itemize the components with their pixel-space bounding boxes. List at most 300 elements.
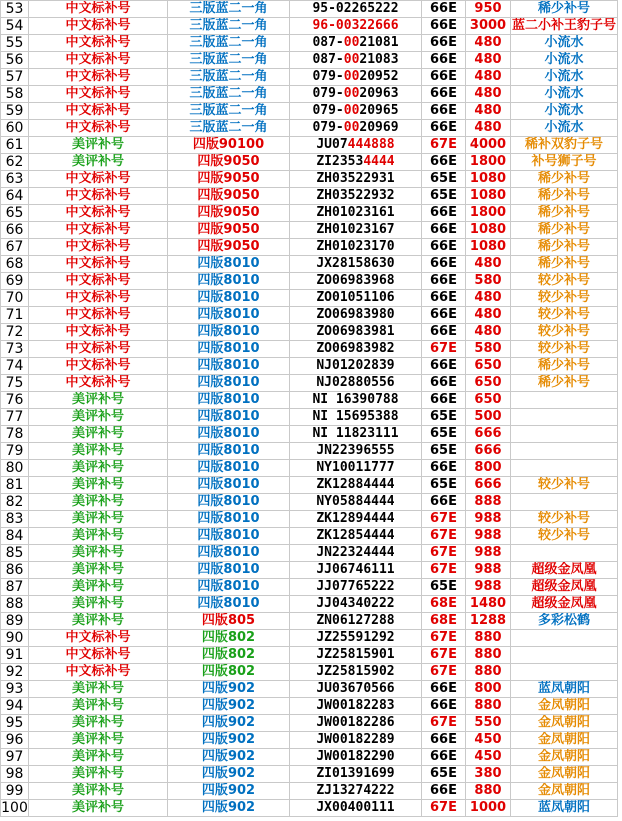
price-cell[interactable]: 500 [466,409,511,426]
type-cell[interactable]: 美评补号 [29,613,168,630]
type-cell[interactable]: 中文标补号 [29,290,168,307]
row-number-cell[interactable]: 69 [1,273,29,290]
row-number-cell[interactable]: 92 [1,664,29,681]
price-cell[interactable]: 880 [466,783,511,800]
note-cell[interactable]: 较少补号 [511,290,618,307]
serial-cell[interactable] [290,749,422,766]
note-cell[interactable]: 小流水 [511,103,618,120]
version-cell[interactable] [168,120,290,137]
type-cell[interactable]: 美评补号 [29,545,168,562]
note-cell[interactable]: 较少补号 [511,528,618,545]
type-cell[interactable]: 美评补号 [29,766,168,783]
price-cell[interactable]: 880 [466,698,511,715]
serial-cell[interactable] [290,137,422,154]
version-cell[interactable] [168,477,290,494]
type-cell[interactable]: 中文标补号 [29,205,168,222]
note-cell[interactable]: 多彩松鹤 [511,613,618,630]
row-number-cell[interactable]: 67 [1,239,29,256]
version-cell[interactable] [168,579,290,596]
edition-cell[interactable]: 65E [422,579,466,596]
price-cell[interactable]: 880 [466,630,511,647]
price-cell[interactable]: 480 [466,290,511,307]
price-cell[interactable]: 888 [466,494,511,511]
type-cell[interactable]: 美评补号 [29,800,168,817]
row-number-cell[interactable]: 89 [1,613,29,630]
note-cell[interactable]: 较少补号 [511,307,618,324]
serial-cell[interactable] [290,783,422,800]
price-cell[interactable]: 480 [466,103,511,120]
serial-cell[interactable] [290,766,422,783]
row-number-cell[interactable]: 59 [1,103,29,120]
type-cell[interactable]: 美评补号 [29,494,168,511]
price-cell[interactable]: 1080 [466,171,511,188]
version-cell[interactable] [168,664,290,681]
serial-cell[interactable] [290,103,422,120]
version-cell[interactable] [168,460,290,477]
serial-cell[interactable] [290,409,422,426]
note-cell[interactable] [511,409,618,426]
type-cell[interactable]: 美评补号 [29,528,168,545]
note-cell[interactable]: 金凤朝阳 [511,698,618,715]
edition-cell[interactable]: 66E [422,239,466,256]
version-cell[interactable] [168,205,290,222]
version-cell[interactable] [168,137,290,154]
edition-cell[interactable]: 66E [422,494,466,511]
version-cell[interactable] [168,154,290,171]
note-cell[interactable]: 较少补号 [511,273,618,290]
edition-cell[interactable]: 66E [422,732,466,749]
edition-cell[interactable]: 67E [422,647,466,664]
edition-cell[interactable]: 67E [422,137,466,154]
price-cell[interactable]: 800 [466,460,511,477]
price-cell[interactable]: 988 [466,528,511,545]
edition-cell[interactable]: 65E [422,188,466,205]
price-cell[interactable]: 1288 [466,613,511,630]
edition-cell[interactable]: 66E [422,681,466,698]
note-cell[interactable]: 蓝凤朝阳 [511,681,618,698]
version-cell[interactable] [168,1,290,18]
note-cell[interactable]: 稀少补号 [511,1,618,18]
edition-cell[interactable]: 66E [422,375,466,392]
price-cell[interactable]: 1480 [466,596,511,613]
note-cell[interactable]: 稀少补号 [511,205,618,222]
price-cell[interactable]: 4000 [466,137,511,154]
price-cell[interactable]: 988 [466,511,511,528]
row-number-cell[interactable]: 77 [1,409,29,426]
version-cell[interactable] [168,562,290,579]
price-cell[interactable]: 666 [466,477,511,494]
type-cell[interactable]: 美评补号 [29,154,168,171]
version-cell[interactable] [168,800,290,817]
edition-cell[interactable]: 66E [422,103,466,120]
note-cell[interactable]: 稀少补号 [511,358,618,375]
edition-cell[interactable]: 67E [422,341,466,358]
version-cell[interactable] [168,188,290,205]
type-cell[interactable]: 中文标补号 [29,324,168,341]
serial-cell[interactable] [290,460,422,477]
row-number-cell[interactable]: 71 [1,307,29,324]
note-cell[interactable] [511,647,618,664]
type-cell[interactable]: 中文标补号 [29,171,168,188]
type-cell[interactable]: 美评补号 [29,460,168,477]
edition-cell[interactable]: 65E [422,766,466,783]
edition-cell[interactable]: 66E [422,273,466,290]
serial-cell[interactable] [290,256,422,273]
version-cell[interactable] [168,69,290,86]
edition-cell[interactable]: 66E [422,35,466,52]
type-cell[interactable]: 中文标补号 [29,120,168,137]
price-cell[interactable]: 480 [466,86,511,103]
price-cell[interactable]: 880 [466,647,511,664]
type-cell[interactable]: 美评补号 [29,596,168,613]
note-cell[interactable]: 金凤朝阳 [511,732,618,749]
row-number-cell[interactable]: 76 [1,392,29,409]
type-cell[interactable]: 中文标补号 [29,69,168,86]
serial-cell[interactable] [290,171,422,188]
edition-cell[interactable]: 66E [422,86,466,103]
edition-cell[interactable]: 66E [422,205,466,222]
edition-cell[interactable]: 66E [422,154,466,171]
edition-cell[interactable]: 66E [422,698,466,715]
version-cell[interactable] [168,375,290,392]
version-cell[interactable] [168,545,290,562]
price-cell[interactable]: 650 [466,375,511,392]
note-cell[interactable]: 小流水 [511,35,618,52]
row-number-cell[interactable]: 61 [1,137,29,154]
row-number-cell[interactable]: 79 [1,443,29,460]
note-cell[interactable]: 稀少补号 [511,239,618,256]
version-cell[interactable] [168,409,290,426]
edition-cell[interactable]: 68E [422,613,466,630]
version-cell[interactable] [168,681,290,698]
row-number-cell[interactable]: 64 [1,188,29,205]
price-cell[interactable]: 480 [466,324,511,341]
note-cell[interactable]: 蓝二小补王豹子号 [511,18,616,33]
serial-cell[interactable] [290,358,422,375]
row-number-cell[interactable]: 63 [1,171,29,188]
price-cell[interactable]: 450 [466,732,511,749]
serial-cell[interactable] [290,630,422,647]
edition-cell[interactable]: 66E [422,324,466,341]
edition-cell[interactable]: 67E [422,800,466,817]
price-cell[interactable]: 580 [466,273,511,290]
type-cell[interactable]: 中文标补号 [29,647,168,664]
edition-cell[interactable]: 67E [422,511,466,528]
type-cell[interactable]: 中文标补号 [29,375,168,392]
serial-cell[interactable] [290,273,422,290]
price-cell[interactable]: 1800 [466,154,511,171]
price-cell[interactable]: 1000 [466,800,511,817]
row-number-cell[interactable]: 94 [1,698,29,715]
note-cell[interactable]: 较少补号 [511,341,618,358]
type-cell[interactable]: 美评补号 [29,698,168,715]
note-cell[interactable]: 稀少补号 [511,222,618,239]
row-number-cell[interactable]: 90 [1,630,29,647]
version-cell[interactable] [168,783,290,800]
version-cell[interactable] [168,307,290,324]
version-cell[interactable] [168,494,290,511]
type-cell[interactable]: 美评补号 [29,732,168,749]
version-cell[interactable] [168,749,290,766]
serial-cell[interactable] [290,18,422,35]
type-cell[interactable]: 中文标补号 [29,273,168,290]
edition-cell[interactable]: 66E [422,256,466,273]
type-cell[interactable]: 美评补号 [29,443,168,460]
price-cell[interactable]: 480 [466,256,511,273]
price-cell[interactable]: 380 [466,766,511,783]
type-cell[interactable]: 美评补号 [29,477,168,494]
note-cell[interactable]: 稀少补号 [511,256,618,273]
edition-cell[interactable]: 65E [422,477,466,494]
version-cell[interactable] [168,324,290,341]
type-cell[interactable]: 中文标补号 [29,358,168,375]
price-cell[interactable]: 480 [466,120,511,137]
edition-cell[interactable]: 66E [422,120,466,137]
price-cell[interactable]: 666 [466,426,511,443]
type-cell[interactable]: 中文标补号 [29,86,168,103]
row-number-cell[interactable]: 58 [1,86,29,103]
edition-cell[interactable]: 67E [422,562,466,579]
price-cell[interactable]: 950 [466,1,511,18]
type-cell[interactable]: 美评补号 [29,783,168,800]
type-cell[interactable]: 美评补号 [29,426,168,443]
serial-cell[interactable] [290,664,422,681]
note-cell[interactable]: 补号狮子号 [511,154,618,171]
version-cell[interactable] [168,273,290,290]
serial-cell[interactable] [290,511,422,528]
version-cell[interactable] [168,341,290,358]
note-cell[interactable]: 小流水 [511,120,618,137]
version-cell[interactable] [168,528,290,545]
serial-cell[interactable] [290,613,422,630]
row-number-cell[interactable]: 54 [1,18,29,35]
version-cell[interactable] [168,239,290,256]
edition-cell[interactable]: 66E [422,290,466,307]
edition-cell[interactable]: 66E [422,749,466,766]
version-cell[interactable] [168,358,290,375]
version-cell[interactable] [168,290,290,307]
serial-cell[interactable] [290,52,422,69]
version-cell[interactable] [168,392,290,409]
row-number-cell[interactable]: 60 [1,120,29,137]
row-number-cell[interactable]: 85 [1,545,29,562]
serial-cell[interactable] [290,698,422,715]
price-cell[interactable]: 580 [466,341,511,358]
edition-cell[interactable]: 67E [422,715,466,732]
serial-cell[interactable] [290,494,422,511]
type-cell[interactable]: 美评补号 [29,579,168,596]
row-number-cell[interactable]: 88 [1,596,29,613]
row-number-cell[interactable]: 72 [1,324,29,341]
serial-cell[interactable] [290,120,422,137]
row-number-cell[interactable]: 68 [1,256,29,273]
type-cell[interactable]: 中文标补号 [29,1,168,18]
type-cell[interactable]: 中文标补号 [29,52,168,69]
price-cell[interactable]: 666 [466,443,511,460]
note-cell[interactable] [511,664,618,681]
edition-cell[interactable]: 66E [422,52,466,69]
edition-cell[interactable]: 66E [422,358,466,375]
edition-cell[interactable]: 68E [422,596,466,613]
price-cell[interactable]: 988 [466,579,511,596]
type-cell[interactable]: 美评补号 [29,681,168,698]
type-cell[interactable]: 中文标补号 [29,35,168,52]
price-cell[interactable]: 480 [466,35,511,52]
type-cell[interactable]: 中文标补号 [29,664,168,681]
edition-cell[interactable]: 66E [422,69,466,86]
row-number-cell[interactable]: 55 [1,35,29,52]
version-cell[interactable] [168,35,290,52]
row-number-cell[interactable]: 83 [1,511,29,528]
price-cell[interactable]: 800 [466,681,511,698]
version-cell[interactable] [168,18,290,35]
edition-cell[interactable]: 65E [422,171,466,188]
row-number-cell[interactable]: 93 [1,681,29,698]
serial-cell[interactable] [290,732,422,749]
note-cell[interactable] [511,392,618,409]
row-number-cell[interactable]: 57 [1,69,29,86]
price-cell[interactable]: 480 [466,52,511,69]
row-number-cell[interactable]: 98 [1,766,29,783]
serial-cell[interactable] [290,290,422,307]
serial-cell[interactable] [290,86,422,103]
version-cell[interactable] [168,222,290,239]
note-cell[interactable]: 稀少补号 [511,171,618,188]
note-cell[interactable]: 超级金凤凰 [511,579,618,596]
edition-cell[interactable]: 65E [422,426,466,443]
note-cell[interactable] [511,443,618,460]
edition-cell[interactable]: 67E [422,664,466,681]
version-cell[interactable] [168,613,290,630]
serial-cell[interactable] [290,375,422,392]
serial-cell[interactable] [290,562,422,579]
version-cell[interactable] [168,443,290,460]
row-number-cell[interactable]: 70 [1,290,29,307]
edition-cell[interactable]: 65E [422,443,466,460]
serial-cell[interactable] [290,341,422,358]
row-number-cell[interactable]: 73 [1,341,29,358]
row-number-cell[interactable]: 75 [1,375,29,392]
serial-cell[interactable] [290,528,422,545]
note-cell[interactable]: 金凤朝阳 [511,766,618,783]
version-cell[interactable] [168,596,290,613]
type-cell[interactable]: 中文标补号 [29,188,168,205]
serial-cell[interactable] [290,715,422,732]
edition-cell[interactable]: 67E [422,545,466,562]
version-cell[interactable] [168,256,290,273]
note-cell[interactable]: 金凤朝阳 [511,783,618,800]
type-cell[interactable]: 美评补号 [29,715,168,732]
version-cell[interactable] [168,715,290,732]
price-cell[interactable]: 480 [466,69,511,86]
price-cell[interactable]: 1080 [466,239,511,256]
row-number-cell[interactable]: 87 [1,579,29,596]
price-cell[interactable]: 550 [466,715,511,732]
serial-cell[interactable] [290,239,422,256]
row-number-cell[interactable]: 62 [1,154,29,171]
version-cell[interactable] [168,86,290,103]
note-cell[interactable]: 小流水 [511,69,618,86]
serial-cell[interactable] [290,222,422,239]
edition-cell[interactable]: 65E [422,409,466,426]
type-cell[interactable]: 中文标补号 [29,341,168,358]
row-number-cell[interactable]: 86 [1,562,29,579]
serial-cell[interactable] [290,596,422,613]
serial-cell[interactable] [290,392,422,409]
row-number-cell[interactable]: 91 [1,647,29,664]
row-number-cell[interactable]: 96 [1,732,29,749]
row-number-cell[interactable]: 97 [1,749,29,766]
version-cell[interactable] [168,647,290,664]
note-cell[interactable]: 较少补号 [511,324,618,341]
price-cell[interactable]: 1080 [466,188,511,205]
row-number-cell[interactable]: 100 [1,800,28,816]
edition-cell[interactable]: 66E [422,307,466,324]
row-number-cell[interactable]: 95 [1,715,29,732]
price-cell[interactable]: 480 [466,307,511,324]
edition-cell[interactable]: 66E [422,222,466,239]
edition-cell[interactable]: 66E [422,783,466,800]
row-number-cell[interactable]: 74 [1,358,29,375]
edition-cell[interactable]: 66E [422,1,466,18]
note-cell[interactable]: 稀少补号 [511,188,618,205]
price-cell[interactable]: 880 [466,664,511,681]
version-cell[interactable] [168,732,290,749]
serial-cell[interactable] [290,205,422,222]
price-cell[interactable]: 650 [466,358,511,375]
serial-cell[interactable] [290,800,422,817]
serial-cell[interactable] [290,1,422,18]
type-cell[interactable]: 中文标补号 [29,222,168,239]
type-cell[interactable]: 美评补号 [29,511,168,528]
version-cell[interactable] [168,698,290,715]
note-cell[interactable] [511,460,618,477]
serial-cell[interactable] [290,443,422,460]
note-cell[interactable]: 较少补号 [511,477,618,494]
row-number-cell[interactable]: 56 [1,52,29,69]
version-cell[interactable] [168,52,290,69]
serial-cell[interactable] [290,426,422,443]
note-cell[interactable]: 金凤朝阳 [511,715,618,732]
note-cell[interactable]: 稀补双豹子号 [511,137,618,154]
price-cell[interactable]: 650 [466,392,511,409]
version-cell[interactable] [168,630,290,647]
type-cell[interactable]: 美评补号 [29,392,168,409]
row-number-cell[interactable]: 84 [1,528,29,545]
note-cell[interactable]: 小流水 [511,86,618,103]
edition-cell[interactable]: 67E [422,630,466,647]
serial-cell[interactable] [290,307,422,324]
note-cell[interactable] [511,426,618,443]
type-cell[interactable]: 中文标补号 [29,256,168,273]
serial-cell[interactable] [290,477,422,494]
edition-cell[interactable]: 66E [422,460,466,477]
version-cell[interactable] [168,766,290,783]
row-number-cell[interactable]: 82 [1,494,29,511]
price-cell[interactable]: 450 [466,749,511,766]
note-cell[interactable]: 小流水 [511,52,618,69]
serial-cell[interactable] [290,69,422,86]
type-cell[interactable]: 中文标补号 [29,239,168,256]
edition-cell[interactable]: 66E [422,392,466,409]
note-cell[interactable]: 较少补号 [511,511,618,528]
note-cell[interactable]: 蓝凤朝阳 [511,800,618,817]
serial-cell[interactable] [290,681,422,698]
note-cell[interactable]: 超级金凤凰 [511,562,618,579]
serial-cell[interactable] [290,35,422,52]
serial-cell[interactable] [290,324,422,341]
edition-cell[interactable]: 67E [422,528,466,545]
